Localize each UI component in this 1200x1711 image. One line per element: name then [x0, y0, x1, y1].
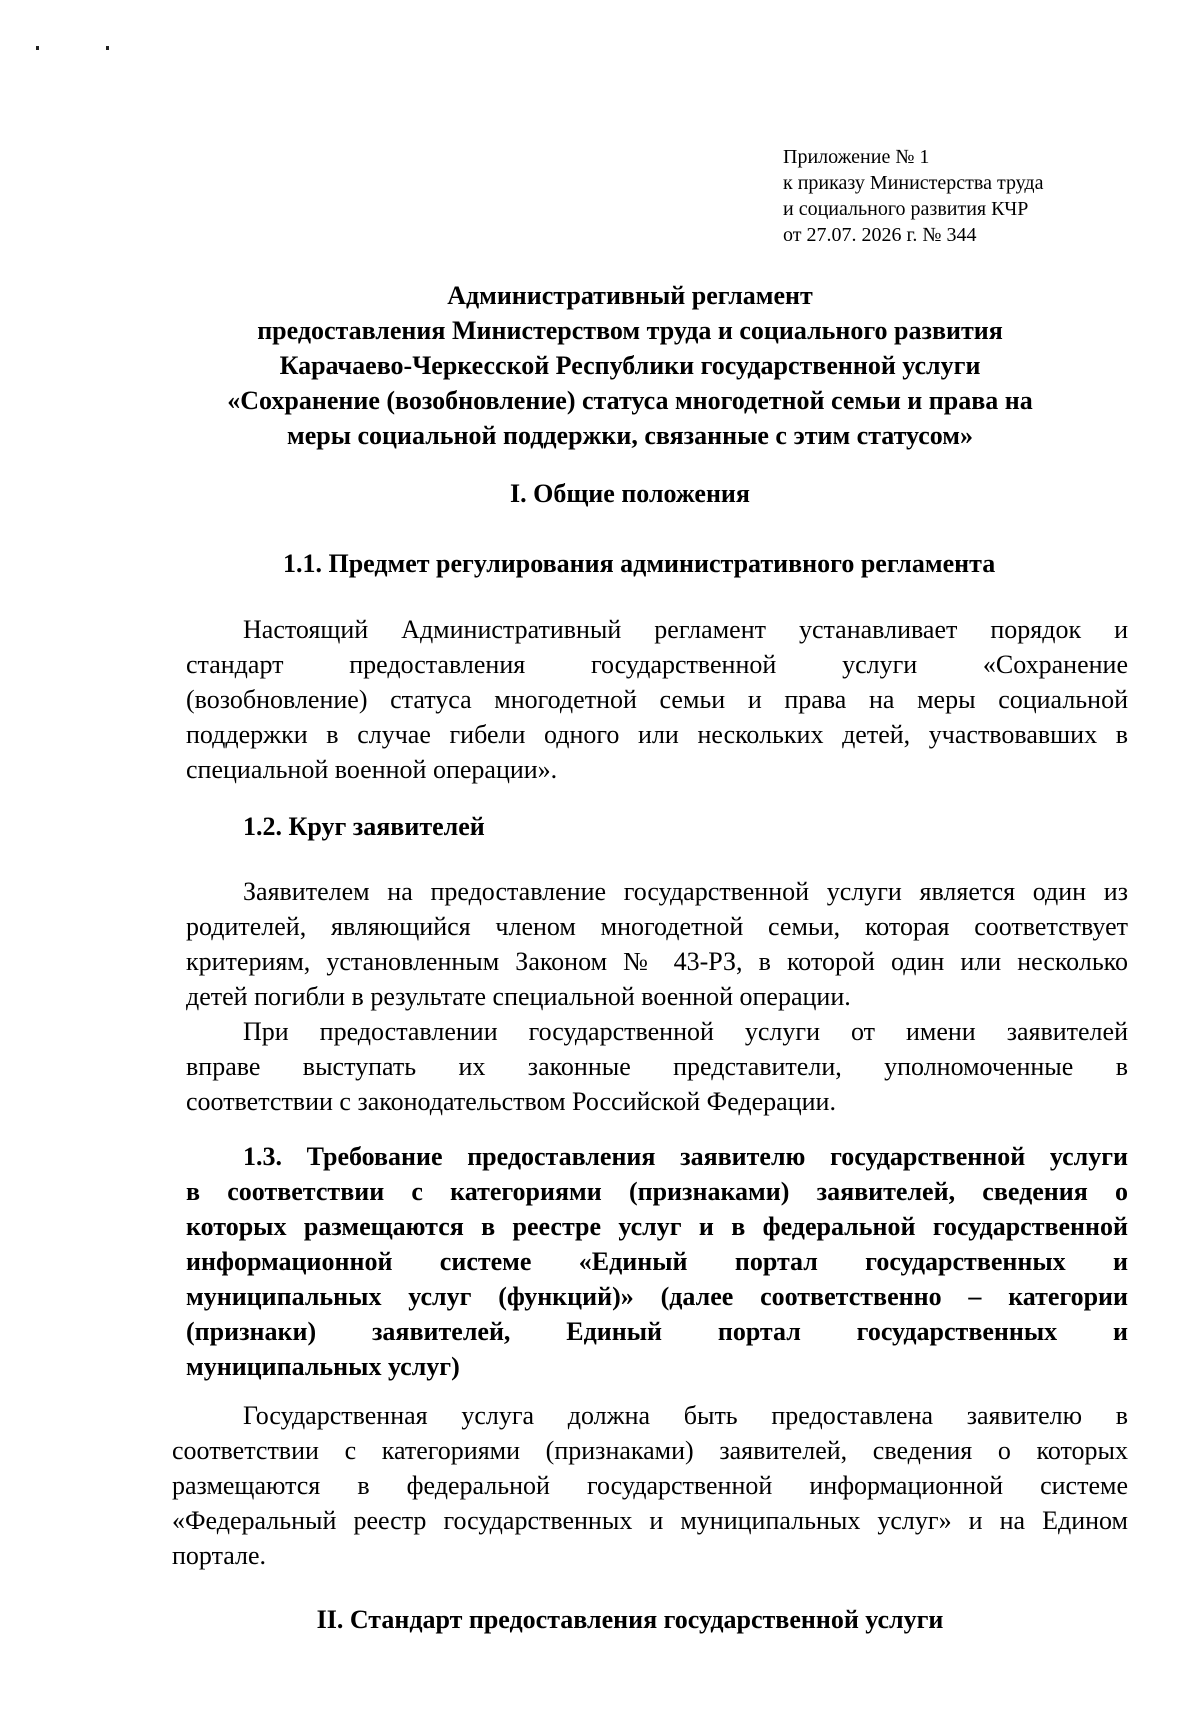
title-line: Карачаево-Черкесской Республики государственной услуги [279, 351, 981, 380]
appendix-line: к приказу Министерства труда [783, 172, 1044, 194]
heading-line: информационной системе «Единый портал государственных и [186, 1247, 1128, 1276]
appendix-block [783, 144, 1163, 248]
heading-line: которых размещаются в реестре услуг и в федеральной государственной [186, 1212, 1128, 1241]
document-title [130, 278, 1130, 453]
heading-line: муниципальных услуг) [186, 1352, 460, 1381]
paragraph-line: соответствии с законодательством Российской Федерации. [186, 1087, 836, 1116]
title-line: «Сохранение (возобновление) статуса многодетной семьи и права на [227, 386, 1033, 415]
paragraph-line: (возобновление) статуса многодетной семьи и права на меры социальной [186, 685, 1128, 714]
paragraph-line: стандарт предоставления государственной услуги «Сохранение [186, 650, 1128, 679]
paragraph-line: Заявителем на предоставление государственной услуги является один из [243, 877, 1128, 906]
subsection-heading: 1.1. Предмет регулирования административного регламента [283, 549, 996, 578]
appendix-line: от 27.07. 2026 г. № 344 [783, 224, 977, 246]
paragraph-line: Настоящий Административный регламент устанавливает порядок и [243, 615, 1128, 644]
title-line: Административный регламент [447, 281, 813, 310]
heading-line: 1.3. Требование предоставления заявителю государственной услуги [243, 1142, 1128, 1171]
paragraph-line: поддержки в случае гибели одного или нескольких детей, участвовавших в [186, 720, 1128, 749]
paragraph-line: вправе выступать их законные представители, уполномоченные в [186, 1052, 1128, 1081]
paragraph-line: Государственная услуга должна быть предоставлена заявителю в [243, 1401, 1128, 1430]
paragraph-line: При предоставлении государственной услуги от имени заявителей [243, 1017, 1128, 1046]
paragraph-line: соответствии с категориями (признаками) заявителей, сведения о которых [172, 1436, 1128, 1465]
paragraph [186, 1014, 1128, 1119]
appendix-line: Приложение № 1 [783, 146, 930, 168]
paragraph-line: критериям, установленным Законом № 43-РЗ, в которой один или несколько [186, 947, 1128, 976]
heading-line: муниципальных услуг (функций)» (далее соответственно – категории [186, 1282, 1128, 1311]
paragraph [172, 1398, 1128, 1573]
title-line: предоставления Министерством труда и социального развития [257, 316, 1003, 345]
scan-speck [106, 46, 109, 50]
appendix-line: и социального развития КЧР [783, 198, 1029, 220]
paragraph-line: «Федеральный реестр государственных и муниципальных услуг» и на Едином [172, 1506, 1128, 1535]
subsection-heading: 1.2. Круг заявителей [243, 812, 485, 841]
paragraph-line: детей погибли в результате специальной военной операции. [186, 982, 851, 1011]
section-heading: I. Общие положения [510, 479, 750, 508]
heading-line: в соответствии с категориями (признаками) заявителей, сведения о [186, 1177, 1128, 1206]
paragraph [186, 612, 1128, 787]
paragraph-line: родителей, являющийся членом многодетной семьи, которая соответствует [186, 912, 1128, 941]
paragraph-line: размещаются в федеральной государственной информационной системе [172, 1471, 1128, 1500]
scan-specks [36, 46, 116, 52]
scan-speck [36, 46, 39, 50]
paragraph-line: специальной военной операции». [186, 755, 558, 784]
paragraph-line: портале. [172, 1541, 267, 1570]
title-line: меры социальной поддержки, связанные с этим статусом» [286, 421, 974, 450]
heading-line: (признаки) заявителей, Единый портал государственных и [186, 1317, 1128, 1346]
section-heading: II. Стандарт предоставления государственной услуги [316, 1605, 944, 1634]
subsection-heading [186, 1139, 1128, 1384]
paragraph [186, 874, 1128, 1014]
